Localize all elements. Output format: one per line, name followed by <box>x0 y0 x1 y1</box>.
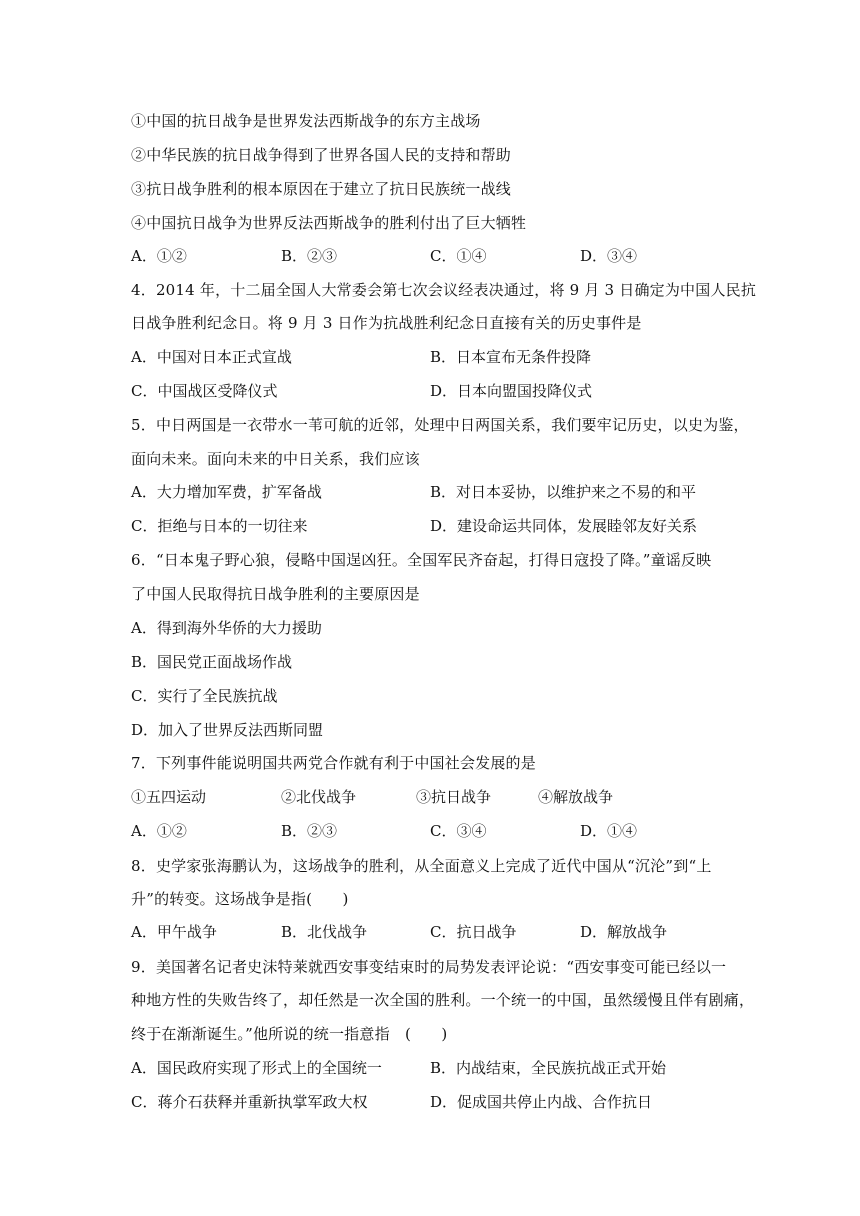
q8-option-a: A．甲午战争 <box>131 923 217 941</box>
q7-event-3: ③抗日战争 <box>416 788 492 806</box>
q3-statement-3: ③抗日战争胜利的根本原因在于建立了抗日民族统一战线 <box>131 180 512 198</box>
q9-option-d: D．促成国共停止内战、合作抗日 <box>430 1093 653 1111</box>
q3-option-d: D．③④ <box>580 247 638 265</box>
q9-option-a: A．国民政府实现了形式上的全国统一 <box>131 1059 382 1077</box>
q5-stem-line-1: 5．中日两国是一衣带水一苇可航的近邻，处理中日两国关系，我们要牢记历史，以史为鉴， <box>131 416 749 434</box>
q3-statement-2: ②中华民族的抗日战争得到了世界各国人民的支持和帮助 <box>131 146 512 164</box>
q8-option-c: C．抗日战争 <box>430 923 517 941</box>
q9-stem-line-2: 种地方性的失败告终了，却任然是一次全国的胜利。一个统一的中国，虽然缓慢且伴有剧痛， <box>131 991 755 1009</box>
q8-stem-line-1: 8．史学家张海鹏认为，这场战争的胜利，从全面意义上完成了近代中国从“沉沦”到“上 <box>131 857 712 875</box>
q6-option-c: C．实行了全民族抗战 <box>131 687 278 705</box>
q4-option-c: C．中国战区受降仪式 <box>131 382 278 400</box>
q3-option-c: C．①④ <box>430 247 487 265</box>
q7-stem: 7．下列事件能说明国共两党合作就有利于中国社会发展的是 <box>131 754 536 772</box>
q5-stem-line-2: 面向未来。面向未来的中日关系，我们应该 <box>131 450 420 468</box>
q4-option-b: B．日本宣布无条件投降 <box>430 348 592 366</box>
q8-option-b: B．北伐战争 <box>281 923 368 941</box>
q9-stem-line-3: 终于在渐渐诞生。”他所说的统一指意指 ( ) <box>131 1025 448 1043</box>
q6-option-b: B．国民党正面战场作战 <box>131 653 293 671</box>
q6-option-d: D．加入了世界反法西斯同盟 <box>131 721 324 739</box>
q7-option-d: D．①④ <box>580 822 638 840</box>
q9-option-c: C．蒋介石获释并重新执掌军政大权 <box>131 1093 368 1111</box>
q9-stem-line-1: 9．美国著名记者史沫特莱就西安事变结束时的局势发表评论说：“西安事变可能已经以一 <box>131 958 727 976</box>
q3-option-b: B．②③ <box>281 247 338 265</box>
q4-option-a: A．中国对日本正式宣战 <box>131 348 292 366</box>
q9-option-b: B．内战结束，全民族抗战正式开始 <box>430 1059 667 1077</box>
q3-option-a: A．①② <box>131 247 187 265</box>
q3-statement-4: ④中国抗日战争为世界反法西斯战争的胜利付出了巨大牺牲 <box>131 214 527 232</box>
q4-stem-line-2: 日战争胜利纪念日。将 9 月 3 日作为抗战胜利纪念日直接有关的历史事件是 <box>131 314 642 332</box>
q4-stem-line-1: 4．2014 年，十二届全国人大常委会第七次会议经表决通过，将 9 月 3 日确定为中国人民抗 <box>131 281 757 299</box>
q7-option-b: B．②③ <box>281 822 338 840</box>
q5-option-b: B．对日本妥协，以维护来之不易的和平 <box>430 483 697 501</box>
q5-option-d: D．建设命运共同体，发展睦邻友好关系 <box>430 517 698 535</box>
q3-statement-1: ①中国的抗日战争是世界发法西斯战争的东方主战场 <box>131 112 481 130</box>
q7-event-2: ②北伐战争 <box>281 788 357 806</box>
q6-option-a: A．得到海外华侨的大力援助 <box>131 619 322 637</box>
q6-stem-line-2: 了中国人民取得抗日战争胜利的主要原因是 <box>131 585 420 603</box>
q8-option-d: D．解放战争 <box>580 923 668 941</box>
q5-option-c: C．拒绝与日本的一切往来 <box>131 517 308 535</box>
q7-option-a: A．①② <box>131 822 187 840</box>
q5-option-a: A．大力增加军费，扩军备战 <box>131 483 322 501</box>
q8-stem-line-2: 升”的转变。这场战争是指( ) <box>131 890 349 908</box>
q4-option-d: D．日本向盟国投降仪式 <box>430 382 593 400</box>
q7-event-1: ①五四运动 <box>131 788 207 806</box>
q7-event-4: ④解放战争 <box>538 788 614 806</box>
q6-stem-line-1: 6．“日本鬼子野心狼，侵略中国逞凶狂。全国军民齐奋起，打得日寇投了降。”童谣反映 <box>131 551 712 569</box>
q7-option-c: C．③④ <box>430 822 487 840</box>
